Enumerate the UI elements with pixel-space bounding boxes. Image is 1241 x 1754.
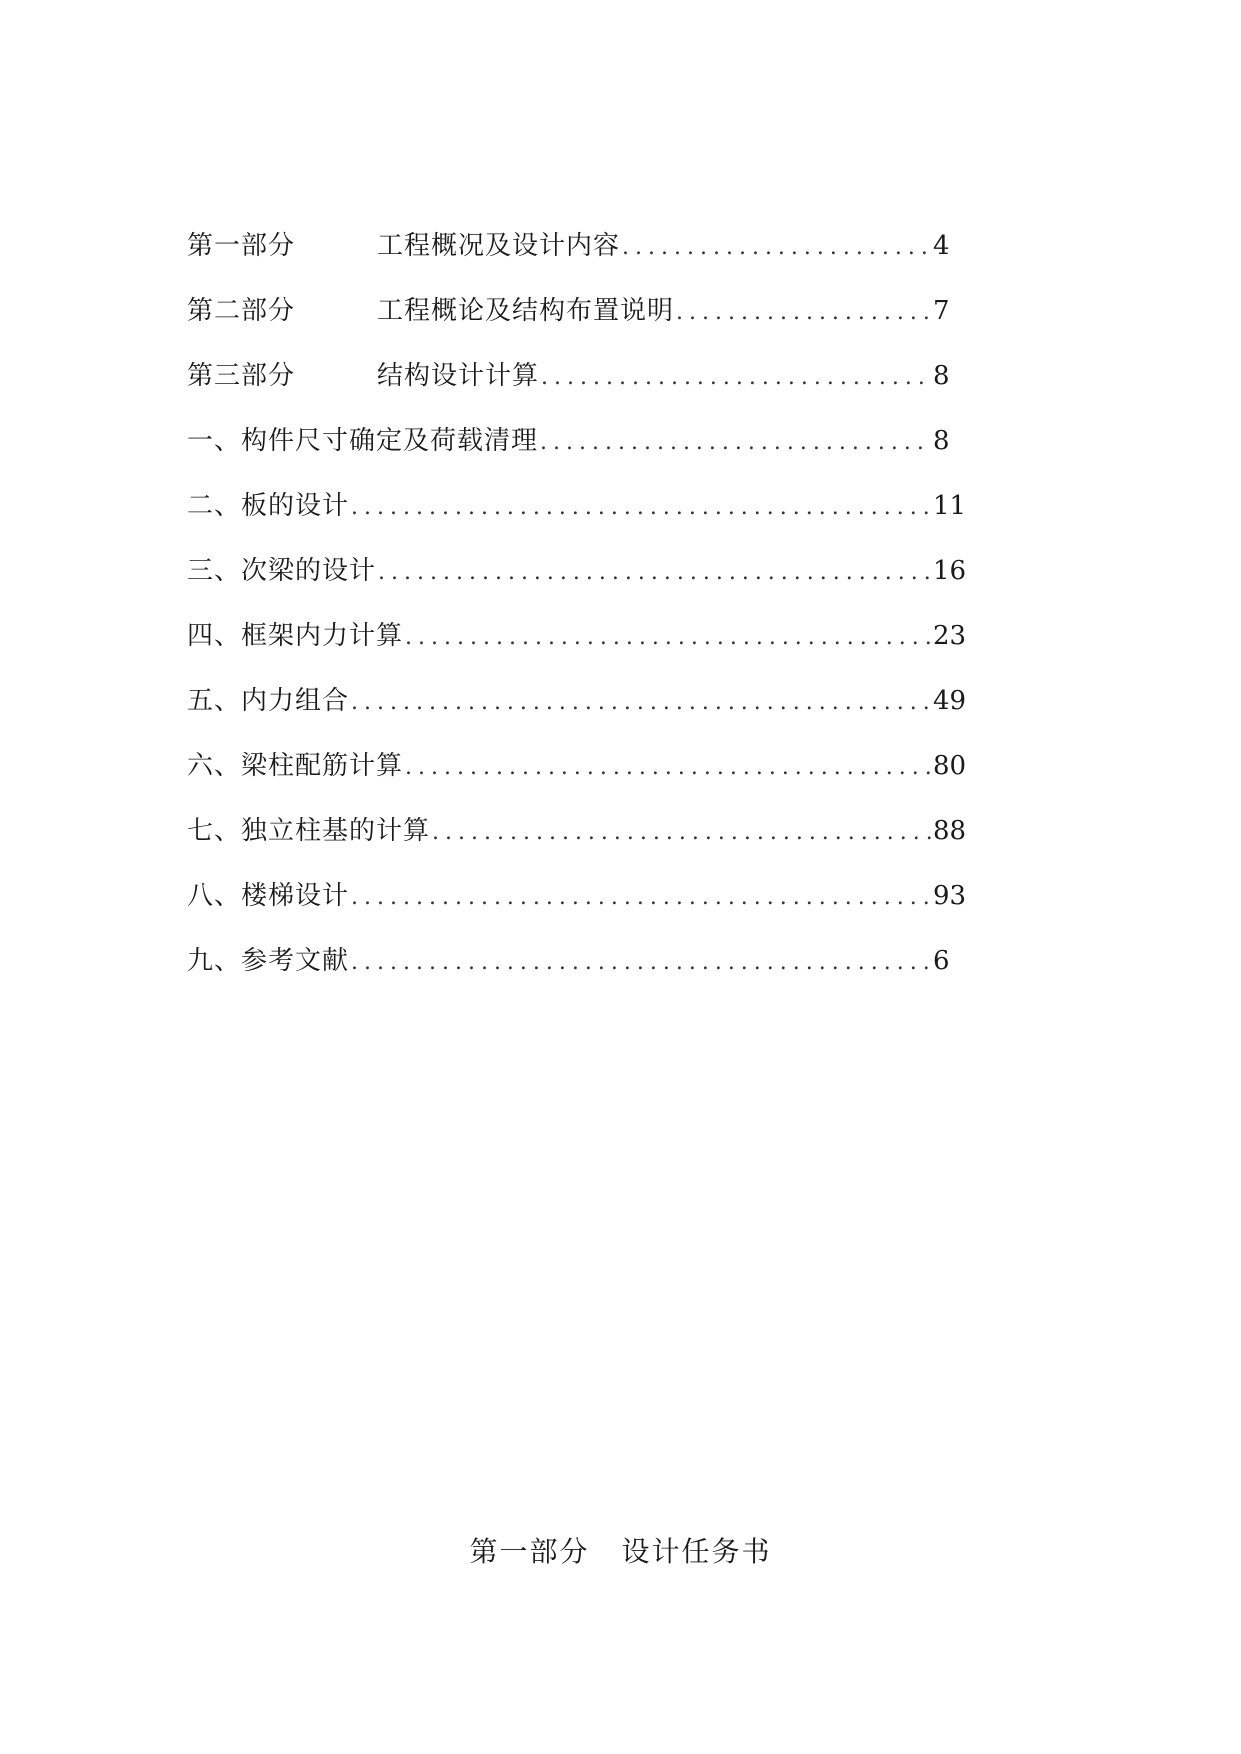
- toc-dot-leader: [351, 943, 931, 983]
- toc-page-number: 6: [933, 946, 950, 976]
- toc-entry-title: 三、次梁的设计: [187, 556, 377, 586]
- toc-entry-title: 结构设计计算: [377, 361, 540, 391]
- toc-entry-title: 五、内力组合: [187, 686, 350, 716]
- section-heading: [0, 1530, 1241, 1570]
- section-heading-title: 设计任务书: [621, 1535, 772, 1568]
- toc-page-number: 16: [933, 556, 967, 586]
- toc-entry[interactable]: [187, 811, 967, 876]
- toc-entry[interactable]: [187, 616, 967, 681]
- toc-page-number: 11: [933, 491, 967, 521]
- toc-entry-title: 七、独立柱基的计算: [187, 816, 431, 846]
- toc-page-number: 8: [933, 361, 950, 391]
- toc-dot-leader: [405, 618, 931, 658]
- toc-entry[interactable]: [187, 486, 967, 551]
- toc-entry[interactable]: [187, 941, 967, 1006]
- toc-dot-leader: [405, 748, 931, 788]
- toc-entry[interactable]: [187, 746, 967, 811]
- toc-dot-leader: [676, 293, 931, 333]
- toc-part-label: 第一部分: [187, 231, 296, 261]
- toc-part-label: 第三部分: [187, 361, 296, 391]
- toc-page-number: 8: [933, 426, 950, 456]
- toc-page-number: 4: [933, 231, 950, 261]
- toc-dot-leader: [351, 878, 931, 918]
- toc-entry[interactable]: [187, 876, 967, 941]
- toc-entry-title: 二、板的设计: [187, 491, 350, 521]
- toc-entry[interactable]: [187, 681, 967, 746]
- toc-entry-title: 一、构件尺寸确定及荷载清理: [187, 426, 539, 456]
- toc-dot-leader: [351, 488, 931, 528]
- toc-page-number: 88: [933, 816, 967, 846]
- toc-dot-leader: [541, 358, 931, 398]
- toc-page-number: 80: [933, 751, 967, 781]
- toc-entry-title: 八、楼梯设计: [187, 881, 350, 911]
- toc-page-number: 93: [933, 881, 967, 911]
- toc-entry[interactable]: [187, 291, 967, 356]
- toc-part-label: 第二部分: [187, 296, 296, 326]
- toc-entry-title: 四、框架内力计算: [187, 621, 404, 651]
- toc-entry[interactable]: [187, 421, 967, 486]
- table-of-contents: [187, 226, 967, 1006]
- toc-page-number: 7: [933, 296, 950, 326]
- toc-dot-leader: [432, 813, 931, 853]
- toc-entry-title: 六、梁柱配筋计算: [187, 751, 404, 781]
- toc-page-number: 49: [933, 686, 967, 716]
- toc-dot-leader: [378, 553, 931, 593]
- section-heading-part: 第一部分: [469, 1535, 590, 1568]
- toc-page-number: 23: [933, 621, 967, 651]
- toc-entry[interactable]: [187, 226, 967, 291]
- toc-dot-leader: [540, 423, 931, 463]
- toc-entry-title: 工程概论及结构布置说明: [377, 296, 675, 326]
- toc-entry[interactable]: [187, 356, 967, 421]
- toc-entry-title: 工程概况及设计内容: [377, 231, 621, 261]
- toc-dot-leader: [622, 228, 931, 268]
- toc-entry[interactable]: [187, 551, 967, 616]
- toc-dot-leader: [351, 683, 931, 723]
- toc-entry-title: 九、参考文献: [187, 946, 350, 976]
